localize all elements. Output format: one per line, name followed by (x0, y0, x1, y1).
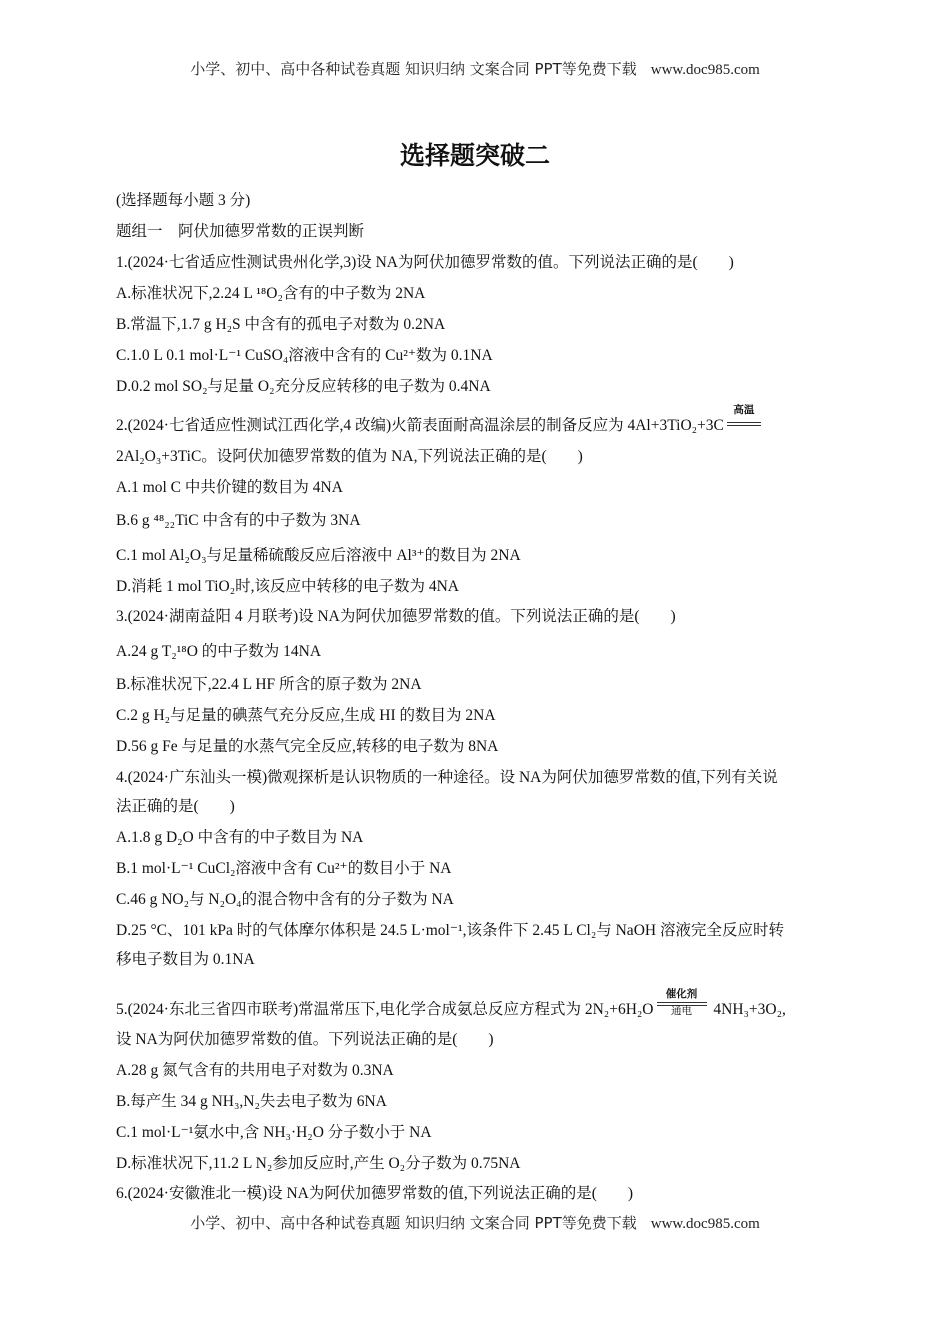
q2-stem-line2: 2Al₂O₃+3TiC。设阿伏加德罗常数的值为 NA,下列说法正确的是( ) (116, 448, 583, 465)
q5-reaction-condition (657, 988, 707, 1018)
header-text: 小学、初中、高中各种试卷真题 知识归纳 文案合同 PPT等免费下载 (190, 60, 637, 78)
q1-option-b[interactable]: B.常温下,1.7 g H₂S 中含有的孤电子对数为 0.2NA (116, 316, 446, 333)
q4-option-d-line2[interactable]: 移电子数目为 0.1NA (116, 951, 255, 968)
q2-option-a[interactable]: A.1 mol C 中共价键的数目为 4NA (116, 479, 343, 496)
page-footer (0, 1212, 950, 1233)
q5-stem-products: 4NH₃+3O₂, (713, 1001, 786, 1018)
q1-stem: 1.(2024·七省适应性测试贵州化学,3)设 NA为阿伏加德罗常数的值。下列说法正确的是( ) (116, 254, 734, 271)
q3-option-c[interactable]: C.2 g H₂与足量的碘蒸气充分反应,生成 HI 的数目为 2NA (116, 707, 496, 724)
q5-option-d[interactable]: D.标准状况下,11.2 L N₂参加反应时,产生 O₂分子数为 0.75NA (116, 1155, 521, 1172)
q3-option-b[interactable]: B.标准状况下,22.4 L HF 所含的原子数为 2NA (116, 676, 422, 693)
q4-option-b[interactable]: B.1 mol·L⁻¹ CuCl₂溶液中含有 Cu²⁺的数目小于 NA (116, 860, 452, 877)
q5-condition-bottom: 通电 (671, 1005, 692, 1018)
q4-option-d-line1[interactable]: D.25 °C、101 kPa 时的气体摩尔体积是 24.5 L·mol⁻¹,该条件下 2.45 L Cl₂与 NaOH 溶液完全反应时转 (116, 922, 784, 939)
q2-condition-label: 高温 (733, 404, 755, 417)
footer-text: 小学、初中、高中各种试卷真题 知识归纳 文案合同 PPT等免费下载 (190, 1214, 637, 1232)
q4-stem-line2: 法正确的是( ) (116, 798, 235, 815)
footer-site[interactable]: www.doc985.com (650, 1216, 760, 1232)
q5-option-a[interactable]: A.28 g 氮气含有的共用电子对数为 0.3NA (116, 1062, 394, 1079)
group-heading: 题组一 阿伏加德罗常数的正误判断 (116, 223, 365, 240)
q1-option-d[interactable]: D.0.2 mol SO₂与足量 O₂充分反应转移的电子数为 0.4NA (116, 378, 491, 395)
q5-condition-top: 催化剂 (665, 988, 698, 1001)
q6-stem: 6.(2024·安徽淮北一模)设 NA为阿伏加德罗常数的值,下列说法正确的是( ) (116, 1185, 634, 1202)
q3-option-d[interactable]: D.56 g Fe 与足量的水蒸气完全反应,转移的电子数为 8NA (116, 738, 499, 755)
q5-stem-line1 (116, 988, 836, 1019)
page-title: 选择题突破二 (399, 141, 550, 170)
page-header (0, 58, 950, 79)
q5-stem-line2: 设 NA为阿伏加德罗常数的值。下列说法正确的是( ) (116, 1031, 494, 1048)
q4-option-c[interactable]: C.46 g NO₂与 N₂O₄的混合物中含有的分子数为 NA (116, 891, 454, 908)
q4-option-a[interactable]: A.1.8 g D₂O 中含有的中子数目为 NA (116, 829, 364, 846)
q3-option-a[interactable]: A.24 g T₂¹⁸O 的中子数为 14NA (116, 643, 322, 660)
q5-option-c[interactable]: C.1 mol·L⁻¹氨水中,含 NH₃·H₂O 分子数小于 NA (116, 1124, 432, 1141)
q2-option-b[interactable]: B.6 g ⁴⁸₂₂TiC 中含有的中子数为 3NA (116, 512, 361, 529)
q2-stem-line1 (116, 404, 836, 435)
intro-note: (选择题每小题 3 分) (116, 192, 251, 209)
q1-option-c[interactable]: C.1.0 L 0.1 mol·L⁻¹ CuSO₄溶液中含有的 Cu²⁺数为 0.1NA (116, 347, 493, 364)
q2-stem-text: 2.(2024·七省适应性测试江西化学,4 改编)火箭表面耐高温涂层的制备反应为 4Al+3TiO₂+3C (116, 417, 724, 434)
header-site[interactable]: www.doc985.com (650, 62, 760, 78)
q3-stem: 3.(2024·湖南益阳 4 月联考)设 NA为阿伏加德罗常数的值。下列说法正确的是( ) (116, 608, 676, 625)
q5-stem-text: 5.(2024·东北三省四市联考)常温常压下,电化学合成氨总反应方程式为 2N₂+6H₂O (116, 1001, 654, 1018)
q1-option-a[interactable]: A.标准状况下,2.24 L ¹⁸O₂含有的中子数为 2NA (116, 285, 426, 302)
q5-option-b[interactable]: B.每产生 34 g NH₃,N₂失去电子数为 6NA (116, 1093, 387, 1110)
q2-option-c[interactable]: C.1 mol Al₂O₃与足量稀硫酸反应后溶液中 Al³⁺的数目为 2NA (116, 547, 521, 564)
q2-reaction-condition (727, 404, 761, 433)
q2-option-d[interactable]: D.消耗 1 mol TiO₂时,该反应中转移的电子数为 4NA (116, 578, 459, 595)
q4-stem-line1: 4.(2024·广东汕头一模)微观探析是认识物质的一种途径。设 NA为阿伏加德罗常数的值,下列有关说 (116, 769, 778, 786)
